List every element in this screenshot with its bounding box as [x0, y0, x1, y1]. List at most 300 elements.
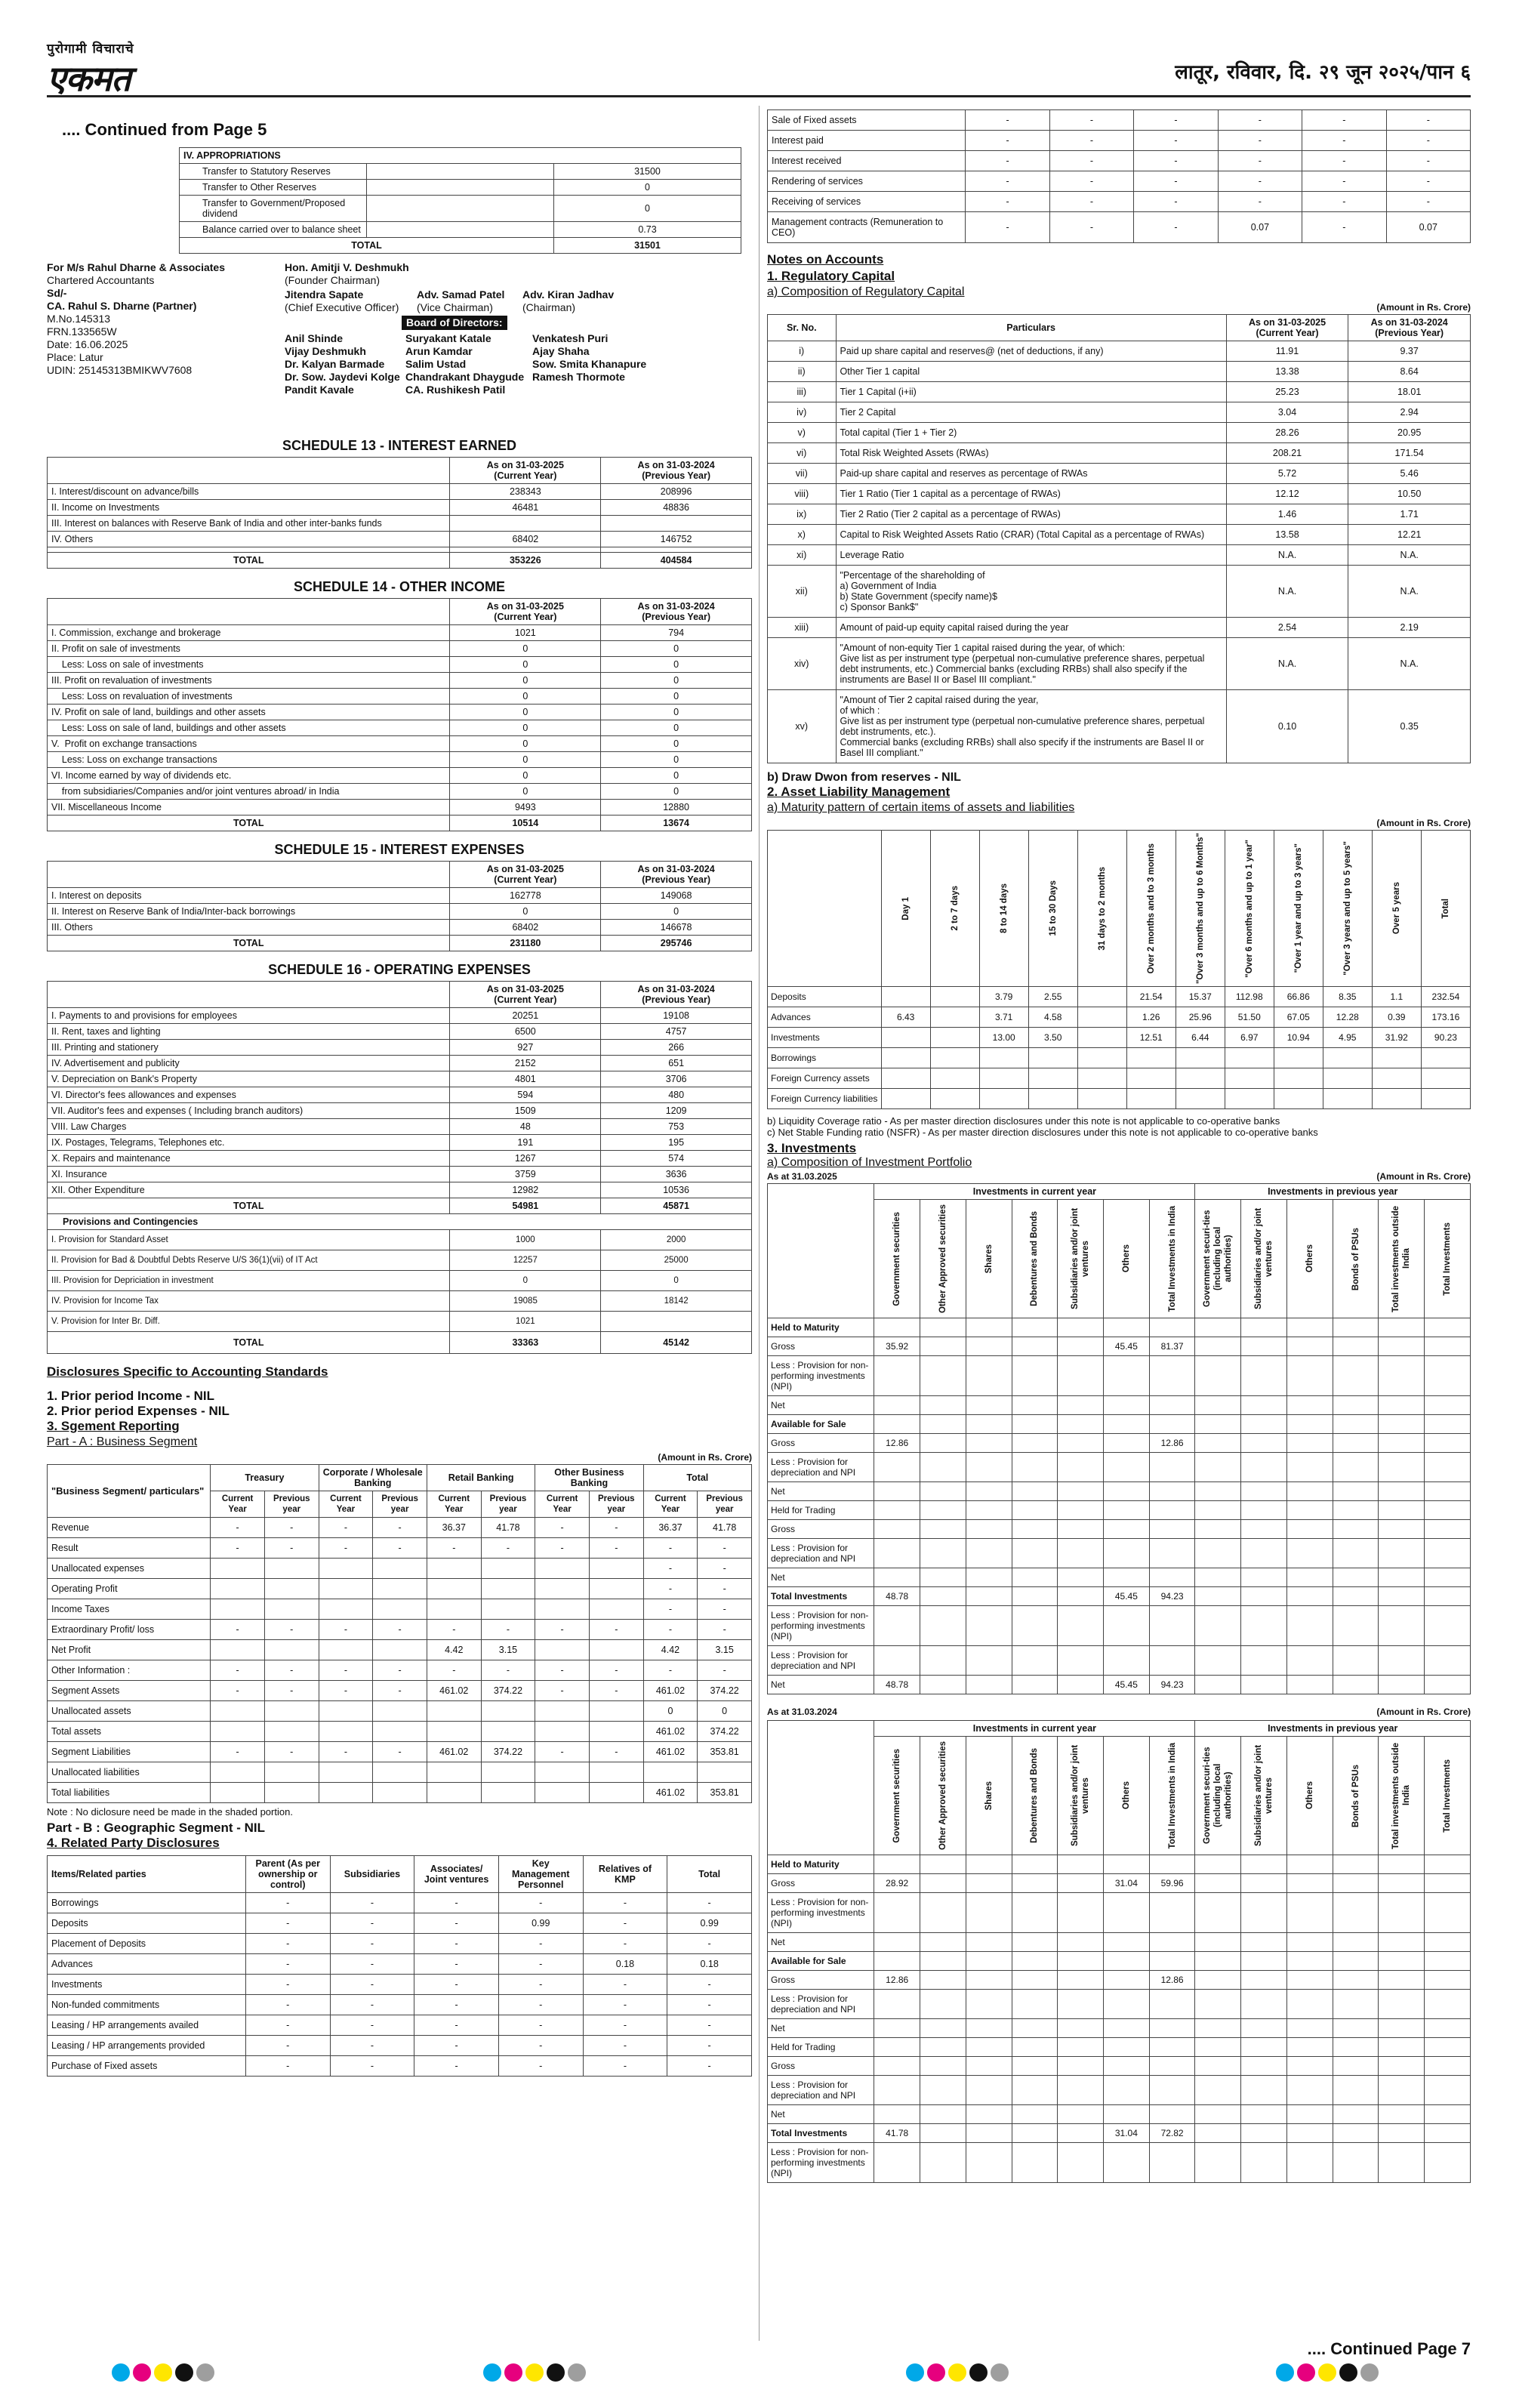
- value-cell: [1274, 1089, 1323, 1109]
- label-cell: IV. Others: [48, 532, 450, 547]
- label-cell: Less : Provision for depreciation and NPI: [768, 2076, 874, 2105]
- table-row: [768, 987, 1471, 1007]
- head-prev-label: (Previous Year): [642, 994, 711, 1005]
- table-row: [768, 1933, 1471, 1952]
- inv-col-label: Total investments outside India: [1391, 1205, 1412, 1312]
- table-row: [48, 1151, 752, 1167]
- value-cell: -: [330, 1995, 414, 2015]
- related-head-cell: Items/Related parties: [48, 1856, 246, 1893]
- value-cell: -: [427, 1660, 481, 1681]
- table-row: [48, 1620, 752, 1640]
- value-cell: [1012, 1396, 1058, 1415]
- value-cell: [1195, 1453, 1241, 1482]
- inv-amount-note: (Amount in Rs. Crore): [1376, 1171, 1471, 1182]
- inv-group-current: Investments in current year: [874, 1721, 1195, 1737]
- value-cell: [1286, 1453, 1333, 1482]
- approp-title: IV. APPROPRIATIONS: [180, 148, 741, 164]
- value-cell: 41.78: [698, 1518, 752, 1538]
- table-row: [768, 1028, 1471, 1048]
- value-cell: [920, 2038, 966, 2057]
- value-cell: 149068: [601, 888, 752, 904]
- head-previous: [601, 982, 752, 1008]
- value-cell: [920, 1396, 966, 1415]
- inv-col-label: Total investments outside India: [1391, 1742, 1412, 1849]
- value-cell: [1379, 1415, 1425, 1434]
- value-cell: 13.38: [1226, 362, 1348, 382]
- value-cell: -: [1134, 212, 1218, 243]
- value-cell: [1286, 1587, 1333, 1606]
- segment-group-head: Corporate / Wholesale Banking: [319, 1465, 427, 1491]
- signature-block: [47, 261, 752, 427]
- right-column: [767, 109, 1471, 2183]
- inv-col-label: Debentures and Bonds: [1030, 1211, 1040, 1306]
- value-cell: -: [498, 2056, 583, 2077]
- table-row: [48, 532, 752, 547]
- value-cell: [1241, 1893, 1287, 1933]
- value-cell: 0: [450, 752, 601, 768]
- table-row: [768, 1646, 1471, 1676]
- value-cell: [1058, 1606, 1104, 1646]
- value-cell: 0: [601, 657, 752, 673]
- value-cell: iii): [768, 382, 837, 402]
- value-cell: -: [589, 1538, 643, 1559]
- value-cell: 15.37: [1176, 987, 1225, 1007]
- value-cell: 146678: [601, 920, 752, 936]
- total-cell: 54981: [450, 1198, 601, 1214]
- value-cell: -: [319, 1620, 373, 1640]
- value-cell: -: [966, 110, 1049, 131]
- value-cell: -: [1049, 110, 1133, 131]
- total-cell: TOTAL: [48, 1332, 450, 1354]
- value-cell: [1012, 1337, 1058, 1356]
- value-cell: -: [498, 1995, 583, 2015]
- related-head-cell: Associates/ Joint ventures: [414, 1856, 499, 1893]
- value-cell: -: [583, 1913, 667, 1934]
- value-cell: [930, 1028, 979, 1048]
- registration-dot: [112, 2363, 130, 2382]
- value-cell: [1286, 1318, 1333, 1337]
- value-cell: [1028, 1068, 1077, 1089]
- label-cell: Total Investments: [768, 1587, 874, 1606]
- value-cell: -: [1386, 192, 1470, 212]
- logo-tagline: पुरोगामी विचाराचे: [47, 42, 134, 57]
- value-cell: -: [589, 1518, 643, 1538]
- table-row: [768, 566, 1471, 618]
- value-cell: 31.04: [1104, 1874, 1150, 1893]
- segment-title: 3. Sgement Reporting: [47, 1419, 180, 1433]
- value-cell: 41.78: [481, 1518, 535, 1538]
- table-row: [48, 1681, 752, 1701]
- value-cell: 4.42: [427, 1640, 481, 1660]
- label-cell: Gross: [768, 1874, 874, 1893]
- value-cell: [1058, 2105, 1104, 2124]
- value-cell: [1286, 1971, 1333, 1990]
- value-cell: [1372, 1048, 1421, 1068]
- value-cell: 2152: [450, 1056, 601, 1071]
- value-cell: 48836: [601, 500, 752, 516]
- label-cell: Less : Provision for non-performing investments (NPI): [768, 1893, 874, 1933]
- value-cell: [874, 1893, 920, 1933]
- inv-blank: [768, 1184, 874, 1318]
- value-cell: 195: [601, 1135, 752, 1151]
- label-cell: X. Repairs and maintenance: [48, 1151, 450, 1167]
- value-cell: -: [245, 1975, 330, 1995]
- label-cell: Segment Assets: [48, 1681, 211, 1701]
- maturity-head-label: 8 to 14 days: [999, 883, 1009, 933]
- label-cell: Net: [768, 1933, 874, 1952]
- segment-head-1: [48, 1465, 752, 1491]
- value-cell: 31.92: [1372, 1028, 1421, 1048]
- value-cell: [1012, 2143, 1058, 2183]
- value-cell: 0: [601, 752, 752, 768]
- value-cell: [1012, 1874, 1058, 1893]
- value-cell: [1379, 1520, 1425, 1539]
- table-row: [48, 657, 752, 673]
- value-cell: 4757: [601, 1024, 752, 1040]
- signature-line: Dr. Kalyan Barmade: [285, 358, 385, 370]
- table-row: [48, 1934, 752, 1954]
- value-cell: [1379, 2076, 1425, 2105]
- value-cell: 353.81: [698, 1783, 752, 1803]
- value-cell: [1195, 1676, 1241, 1694]
- value-cell: -: [1302, 110, 1386, 131]
- value-cell: 72.82: [1149, 2124, 1195, 2143]
- value-cell: 0: [450, 705, 601, 720]
- value-cell: 0.07: [1218, 212, 1302, 243]
- value-cell: -: [583, 2015, 667, 2036]
- signature-line: CA. Rahul S. Dharne (Partner): [47, 300, 197, 312]
- segment-group-head: Retail Banking: [427, 1465, 535, 1491]
- value-cell: [1195, 2038, 1241, 2057]
- value-cell: [1195, 2019, 1241, 2038]
- table-row: [48, 641, 752, 657]
- label-cell: Gross: [768, 1337, 874, 1356]
- value-cell: [1149, 1952, 1195, 1971]
- value-cell: [1241, 1952, 1287, 1971]
- value-cell: 0: [450, 1271, 601, 1291]
- value-cell: 3.04: [1226, 402, 1348, 423]
- table-row: [768, 151, 1471, 171]
- table-row: [768, 690, 1471, 763]
- value-cell: 36.37: [427, 1518, 481, 1538]
- value-cell: 35.92: [874, 1337, 920, 1356]
- label-cell: I. Interest/discount on advance/bills: [48, 484, 450, 500]
- segment-sub-head: Previous year: [698, 1491, 752, 1518]
- value-cell: 10536: [601, 1182, 752, 1198]
- signature-line: Chartered Accountants: [47, 274, 155, 286]
- value-cell: -: [1302, 131, 1386, 151]
- value-cell: [1425, 1356, 1471, 1396]
- value-cell: [1126, 1068, 1176, 1089]
- value-cell: [319, 1559, 373, 1579]
- value-cell: [1104, 1318, 1150, 1337]
- value-cell: 12.28: [1323, 1007, 1372, 1028]
- board-column-1: [285, 332, 400, 396]
- value-cell: -: [211, 1742, 265, 1762]
- value-cell: [1104, 1606, 1150, 1646]
- value-cell: -: [966, 131, 1049, 151]
- value-cell: [1241, 1501, 1287, 1520]
- maturity-head-label: "Over 3 months and up to 6 Months": [1195, 833, 1205, 985]
- value-cell: [1149, 1453, 1195, 1482]
- table-row: [48, 1119, 752, 1135]
- value-cell: 13.58: [1226, 525, 1348, 545]
- approp-total: 31501: [554, 238, 741, 254]
- inv-group-previous: Investments in previous year: [1195, 1184, 1471, 1200]
- inv-col-label: Bonds of PSUs: [1351, 1227, 1360, 1290]
- value-cell: -: [319, 1518, 373, 1538]
- total-cell: TOTAL: [48, 1198, 450, 1214]
- head-prev-date: As on 31-03-2024: [637, 864, 715, 874]
- table-row: [180, 164, 741, 180]
- head-current-date: As on 31-03-2025: [486, 864, 564, 874]
- maturity-head-label: Over 5 years: [1391, 882, 1401, 935]
- value-cell: -: [481, 1538, 535, 1559]
- value-cell: -: [1302, 151, 1386, 171]
- table-row: [768, 1520, 1471, 1539]
- value-cell: [1149, 1990, 1195, 2019]
- inv-col-label: Subsidiaries and/or joint ventures: [1254, 1744, 1274, 1847]
- value-cell: -: [1386, 171, 1470, 192]
- value-cell: [1012, 1587, 1058, 1606]
- value-cell: [1149, 1568, 1195, 1587]
- inv-col-label: Subsidiaries and/or joint ventures: [1071, 1744, 1091, 1847]
- value-cell: -: [535, 1681, 590, 1701]
- value-cell: [1104, 1482, 1150, 1501]
- value-cell: -: [1386, 131, 1470, 151]
- value-cell: 6.43: [881, 1007, 930, 1028]
- value-cell: [535, 1579, 590, 1599]
- value-cell: [698, 1762, 752, 1783]
- part-b: Part - B : Geographic Segment - NIL: [47, 1821, 266, 1835]
- value-cell: [1058, 1855, 1104, 1874]
- inv-col-label: Others: [1121, 1244, 1131, 1273]
- value-cell: [1333, 2038, 1379, 2057]
- value-cell: [1012, 2057, 1058, 2076]
- value-cell: 12.86: [874, 1971, 920, 1990]
- value-cell: [920, 1539, 966, 1568]
- value-cell: 0: [601, 768, 752, 784]
- maturity-head-cell: [1274, 831, 1323, 987]
- schedule-13: [47, 438, 752, 569]
- value-cell: [1149, 1318, 1195, 1337]
- value-cell: -: [698, 1559, 752, 1579]
- value-cell: [601, 547, 752, 553]
- inv-col-cell: [1425, 1200, 1471, 1318]
- value-cell: [874, 1501, 920, 1520]
- signature-line: Venkatesh Puri: [532, 332, 609, 344]
- label-cell: Net: [768, 1396, 874, 1415]
- value-cell: [1379, 2124, 1425, 2143]
- head-current: [450, 862, 601, 888]
- value-cell: [1058, 1893, 1104, 1933]
- label-cell: XII. Other Expenditure: [48, 1182, 450, 1198]
- table-row: [768, 1434, 1471, 1453]
- total-cell: 353226: [450, 553, 601, 569]
- value-cell: -: [373, 1620, 427, 1640]
- value-cell: 18142: [601, 1291, 752, 1312]
- maturity-head-cell: [1077, 831, 1126, 987]
- value-cell: [874, 1933, 920, 1952]
- value-cell: [966, 1933, 1012, 1952]
- value-cell: [966, 1606, 1012, 1646]
- value-cell: [979, 1068, 1028, 1089]
- value-cell: [1425, 2076, 1471, 2105]
- inv-col-label: Total Investments in India: [1167, 1205, 1177, 1312]
- value-cell: 794: [601, 625, 752, 641]
- table-row: [48, 752, 752, 768]
- reg-capital-sub: a) Composition of Regulatory Capital: [767, 285, 965, 298]
- value-cell: -: [264, 1518, 319, 1538]
- value-cell: vi): [768, 443, 837, 464]
- total-cell: TOTAL: [48, 553, 450, 569]
- value-cell: 0: [450, 641, 601, 657]
- related-head-cell: Subsidiaries: [330, 1856, 414, 1893]
- segment-sub-head: Current Year: [319, 1491, 373, 1518]
- table-row: [48, 1250, 752, 1271]
- value-cell: 374.22: [698, 1681, 752, 1701]
- value-cell: 20.95: [1348, 423, 1471, 443]
- table-row: [768, 1568, 1471, 1587]
- registration-dot: [1318, 2363, 1336, 2382]
- appropriations-table: [179, 147, 741, 254]
- value-cell: 173.16: [1421, 1007, 1470, 1028]
- value-cell: [427, 1762, 481, 1783]
- value-cell: [1333, 1415, 1379, 1434]
- table-row: [768, 341, 1471, 362]
- investments-2024-table: [767, 1720, 1471, 2183]
- total-cell: 231180: [450, 936, 601, 951]
- value-cell: [1058, 1356, 1104, 1396]
- value-cell: [1241, 1434, 1287, 1453]
- label-cell: Borrowings: [48, 1893, 246, 1913]
- value-cell: -: [966, 151, 1049, 171]
- table-row: [768, 1952, 1471, 1971]
- value-cell: [1379, 1855, 1425, 1874]
- value-cell: -: [245, 2056, 330, 2077]
- maturity-head-label: Over 2 months and to 3 months: [1146, 843, 1156, 974]
- value-cell: 1.46: [1226, 504, 1348, 525]
- value-cell: -: [698, 1660, 752, 1681]
- value-cell: 0: [450, 784, 601, 800]
- value-cell: [1286, 1539, 1333, 1568]
- value-cell: -: [1386, 110, 1470, 131]
- approp-total-label: TOTAL: [180, 238, 554, 254]
- maturity-head-label: 31 days to 2 months: [1097, 866, 1107, 951]
- value-cell: ix): [768, 504, 837, 525]
- table-row: [48, 2056, 752, 2077]
- schedule-title: SCHEDULE 16 - OPERATING EXPENSES: [268, 962, 531, 977]
- table-row: [48, 1742, 752, 1762]
- label-cell: Interest paid: [768, 131, 966, 151]
- value-cell: [1058, 1990, 1104, 2019]
- table-row: [48, 1271, 752, 1291]
- table-row: [768, 212, 1471, 243]
- value-cell: -: [481, 1620, 535, 1640]
- related-head-cell: Total: [667, 1856, 752, 1893]
- value-cell: 232.54: [1421, 987, 1470, 1007]
- value-cell: [1149, 1415, 1195, 1434]
- value-cell: 46481: [450, 500, 601, 516]
- value-cell: [211, 1701, 265, 1722]
- table-row: [768, 525, 1471, 545]
- value-cell: [535, 1640, 590, 1660]
- value-cell: 68402: [450, 920, 601, 936]
- table-row: [48, 1913, 752, 1934]
- table-row: [768, 638, 1471, 690]
- registration-dot: [568, 2363, 586, 2382]
- value-cell: [1058, 2038, 1104, 2057]
- value-cell: 10.50: [1348, 484, 1471, 504]
- value-cell: 146752: [601, 532, 752, 547]
- signature-line: Sd/-: [47, 287, 67, 299]
- value-cell: [966, 2057, 1012, 2076]
- signature-line: Adv. Kiran Jadhav: [522, 288, 615, 301]
- value-cell: [1286, 1501, 1333, 1520]
- maturity-table: [767, 830, 1471, 1109]
- value-cell: [1195, 1874, 1241, 1893]
- registration-dot: [196, 2363, 214, 2382]
- value-cell: [1104, 2057, 1150, 2076]
- signature-line: Date: 16.06.2025: [47, 338, 128, 350]
- registration-dot: [175, 2363, 193, 2382]
- value-cell: -: [1218, 192, 1302, 212]
- value-cell: [373, 1579, 427, 1599]
- value-cell: -: [667, 1893, 752, 1913]
- value-cell: [966, 2019, 1012, 2038]
- value-cell: 12.86: [1149, 1434, 1195, 1453]
- segment-group-head: Treasury: [211, 1465, 319, 1491]
- schedule-title: SCHEDULE 15 - INTEREST EXPENSES: [274, 842, 525, 857]
- value-cell: -: [245, 1954, 330, 1975]
- value-cell: [1195, 1482, 1241, 1501]
- head-previous: [601, 862, 752, 888]
- value-cell: [966, 1520, 1012, 1539]
- value-cell: -: [583, 1975, 667, 1995]
- head-current-label: (Current Year): [494, 994, 557, 1005]
- inv-col-label: Government securities: [892, 1211, 902, 1306]
- value-cell: [1149, 1539, 1195, 1568]
- value-cell: [874, 1855, 920, 1874]
- value-cell: [1379, 1971, 1425, 1990]
- label-cell: Capital to Risk Weighted Assets Ratio (CRAR) (Total Capital as a percentage of RWAs): [836, 525, 1226, 545]
- value-cell: [1379, 1676, 1425, 1694]
- value-cell: 2.19: [1348, 618, 1471, 638]
- label-cell: Paid-up share capital and reserves as percentage of RWAs: [836, 464, 1226, 484]
- value-cell: [1058, 2124, 1104, 2143]
- value-cell: -: [1049, 192, 1133, 212]
- value-cell: [1333, 1676, 1379, 1694]
- label-cell: Tier 2 Ratio (Tier 2 capital as a percentage of RWAs): [836, 504, 1226, 525]
- value-cell: [1425, 1587, 1471, 1606]
- value-cell: [1425, 1415, 1471, 1434]
- value-cell: [1425, 2105, 1471, 2124]
- value-cell: 28.92: [874, 1874, 920, 1893]
- value-cell: [1286, 2057, 1333, 2076]
- value-cell: [643, 1762, 698, 1783]
- segment-sub-head: Current Year: [643, 1491, 698, 1518]
- label-cell: Less : Provision for non-performing investments (NPI): [768, 2143, 874, 2183]
- value-cell: [1425, 2143, 1471, 2183]
- value-cell: [1425, 1482, 1471, 1501]
- label-cell: Operating Profit: [48, 1579, 211, 1599]
- value-cell: [1012, 1952, 1058, 1971]
- value-cell: -: [1134, 131, 1218, 151]
- ceo-signature: [285, 288, 399, 314]
- value-cell: [1425, 1933, 1471, 1952]
- inv-col-cell: [1058, 1737, 1104, 1855]
- label-cell: Net: [768, 1676, 874, 1694]
